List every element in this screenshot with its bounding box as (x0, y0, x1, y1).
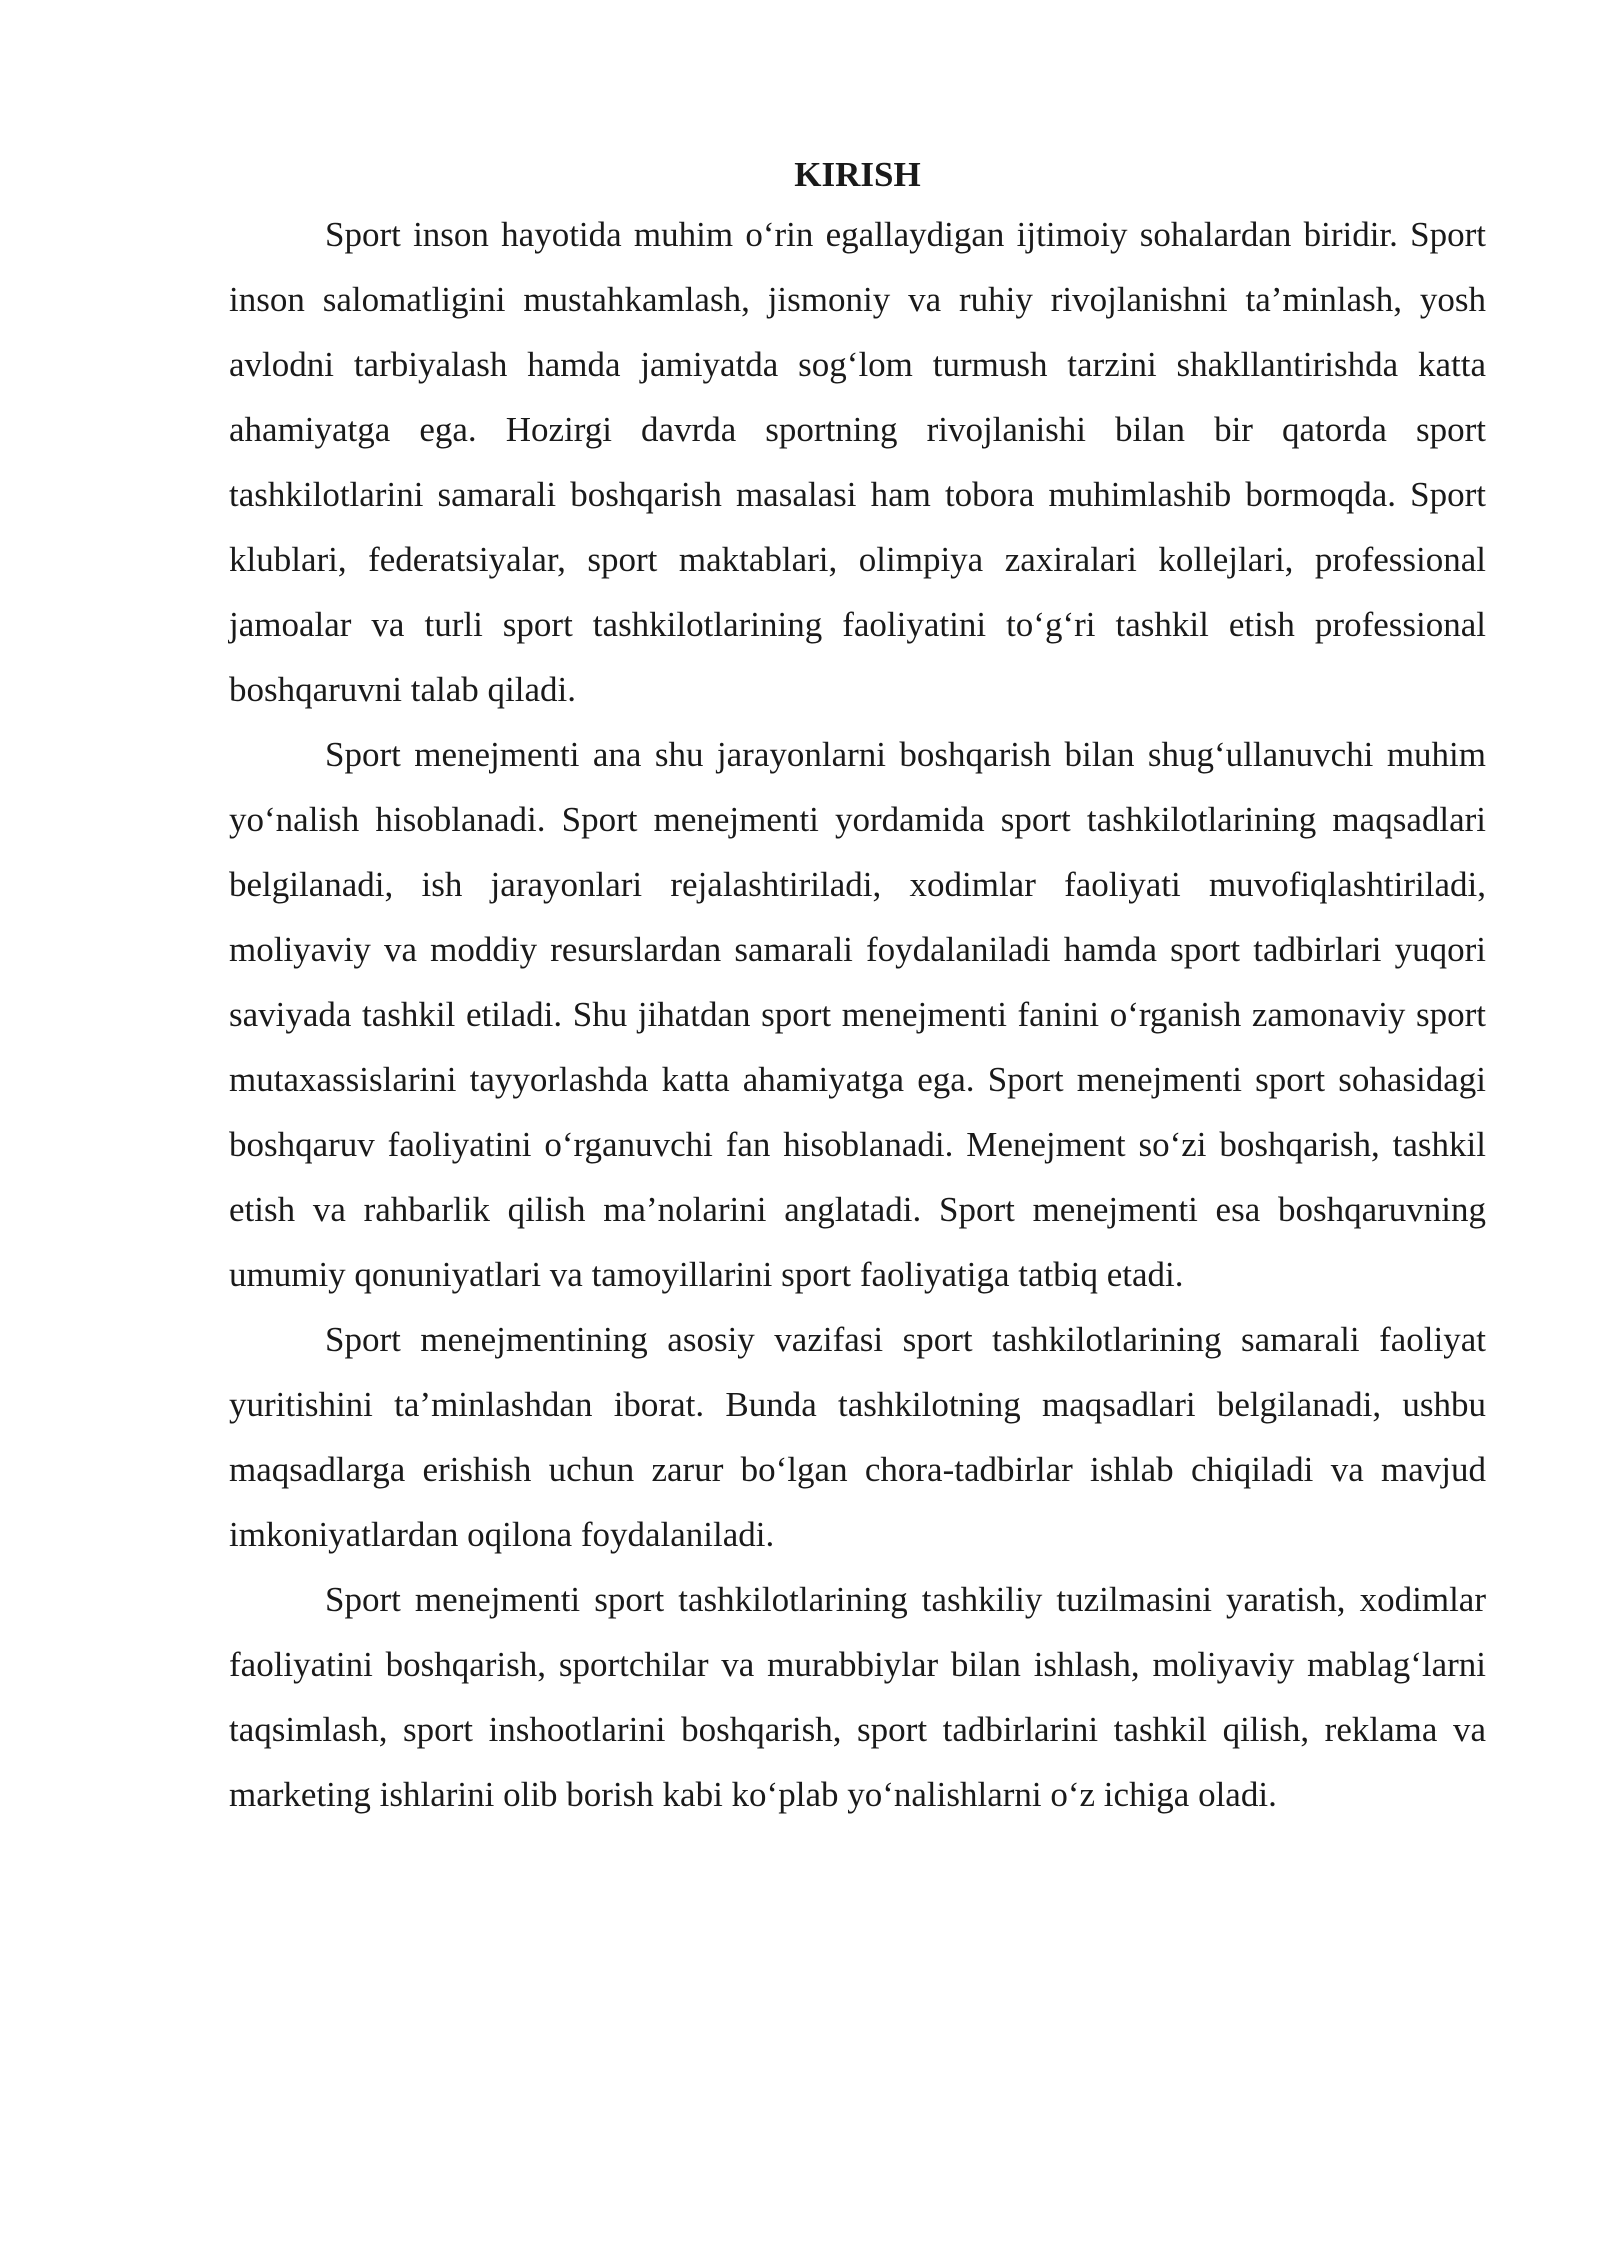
document-body (229, 148, 1486, 1827)
paragraph-1: Sport inson hayotida muhim o‘rin egallaydigan ijtimoiy sohalardan biridir. Sport inson salomatligini mustahkamlash, jismoniy va ruhiy rivojlanishni ta’minlash, yosh avlodni tarbiyalash hamda jamiyatda sog‘lom turmush tarzini shakllantirishda katta ahamiyatga ega. Hozirgi davrda sportning rivojlanishi bilan bir qatorda sport tashkilotlarini samarali boshqarish masalasi ham tobora muhimlashib bormoqda. Sport klublari, federatsiyalar, sport maktablari, olimpiya zaxiralari kollejlari, professional jamoalar va turli sport tashkilotlarining faoliyatini to‘g‘ri tashkil etish professional boshqaruvni talab qiladi. (229, 215, 1486, 709)
paragraph-4: Sport menejmenti sport tashkilotlarining tashkiliy tuzilmasini yaratish, xodimlar faoliyatini boshqarish, sportchilar va murabbiylar bilan ishlash, moliyaviy mablag‘larni taqsimlash, sport inshootlarini boshqarish, sport tadbirlarini tashkil qilish, reklama va marketing ishlarini olib borish kabi ko‘plab yo‘nalishlarni o‘z ichiga oladi. (229, 1580, 1486, 1814)
paragraph-3: Sport menejmentining asosiy vazifasi sport tashkilotlarining samarali faoliyat yuritishini ta’minlashdan iborat. Bunda tashkilotning maqsadlari belgilanadi, ushbu maqsadlarga erishish uchun zarur bo‘lgan chora-tadbirlar ishlab chiqiladi va mavjud imkoniyatlardan oqilona foydalaniladi. (229, 1320, 1486, 1554)
paragraph-2: Sport menejmenti ana shu jarayonlarni boshqarish bilan shug‘ullanuvchi muhim yo‘nalish hisoblanadi. Sport menejmenti yordamida sport tashkilotlarining maqsadlari belgilanadi, ish jarayonlari rejalashtiriladi, xodimlar faoliyati muvofiqlashtiriladi, moliyaviy va moddiy resurslardan samarali foydalaniladi hamda sport tadbirlari yuqori saviyada tashkil etiladi. Shu jihatdan sport menejmenti fanini o‘rganish zamonaviy sport mutaxassislarini tayyorlashda katta ahamiyatga ega. Sport menejmenti sport sohasidagi boshqaruv faoliyatini o‘rganuvchi fan hisoblanadi. Menejment so‘zi boshqarish, tashkil etish va rahbarlik qilish ma’nolarini anglatadi. Sport menejmenti esa boshqaruvning umumiy qonuniyatlari va tamoyillarini sport faoliyatiga tatbiq etadi. (229, 735, 1486, 1294)
page-title: KIRISH (794, 155, 921, 194)
